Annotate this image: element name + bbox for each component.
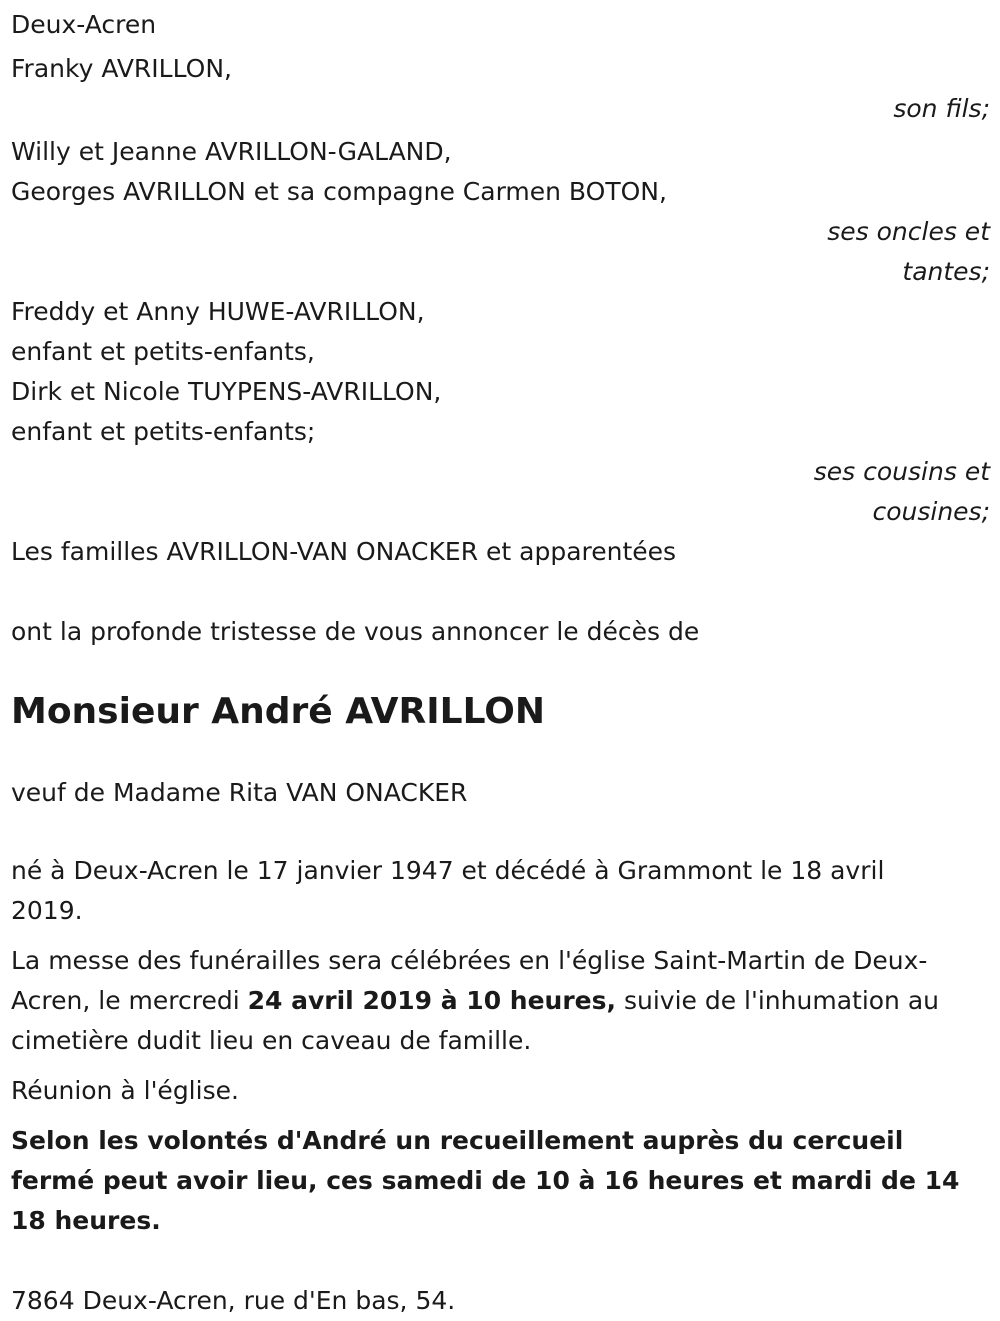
cousin-name: enfant et petits-enfants; <box>11 417 316 446</box>
families-line: Les familles AVRILLON-VAN ONACKER et apparentées <box>11 537 677 566</box>
son-name: Franky AVRILLON, <box>11 54 232 83</box>
cousin-name: Freddy et Anny HUWE-AVRILLON, <box>11 297 425 326</box>
cousin-name: Dirk et Nicole TUYPENS-AVRILLON, <box>11 377 442 406</box>
visitation-text: Selon les volontés d'André un recueillement auprès du cercueil fermé peut avoir lieu, ces samedi de 10 à 16 heures et mardi de 14 18 heures. <box>11 1126 960 1235</box>
reunion-text: Réunion à l'église. <box>11 1076 239 1105</box>
funeral-date: 24 avril 2019 à 10 heures, <box>247 986 617 1015</box>
son-section <box>11 49 990 129</box>
cousins-relation: ses cousins et <box>813 457 990 486</box>
location-heading: Deux-Acren <box>11 10 157 39</box>
uncle-name: Willy et Jeanne AVRILLON-GALAND, <box>11 137 452 166</box>
announcement-text: ont la profonde tristesse de vous annoncer le décès de <box>11 617 700 646</box>
uncles-relation: ses oncles et <box>827 217 990 246</box>
cousins-section <box>11 292 990 532</box>
address-text: 7864 Deux-Acren, rue d'En bas, 54. <box>11 1286 456 1315</box>
widower-text: veuf de Madame Rita VAN ONACKER <box>11 778 468 807</box>
uncles-section <box>11 132 990 292</box>
son-relation: son fils; <box>893 94 990 123</box>
deceased-name: Monsieur André AVRILLON <box>11 691 545 732</box>
funeral-text-before: La messe des funérailles sera célébrées en l'église Saint-Martin de Deux-Acren, le mercredi <box>11 946 928 1015</box>
cousins-relation: cousines; <box>872 497 990 526</box>
uncle-name: Georges AVRILLON et sa compagne Carmen BOTON, <box>11 177 667 206</box>
funeral-text <box>11 941 990 1061</box>
birth-death-text: né à Deux-Acren le 17 janvier 1947 et décédé à Grammont le 18 avril 2019. <box>11 856 885 925</box>
uncles-relation: tantes; <box>902 257 990 286</box>
funeral-text-after: suivie de l'inhumation au cimetière dudit lieu en caveau de famille. <box>11 986 940 1055</box>
obituary-notice <box>11 5 990 1321</box>
cousin-name: enfant et petits-enfants, <box>11 337 315 366</box>
